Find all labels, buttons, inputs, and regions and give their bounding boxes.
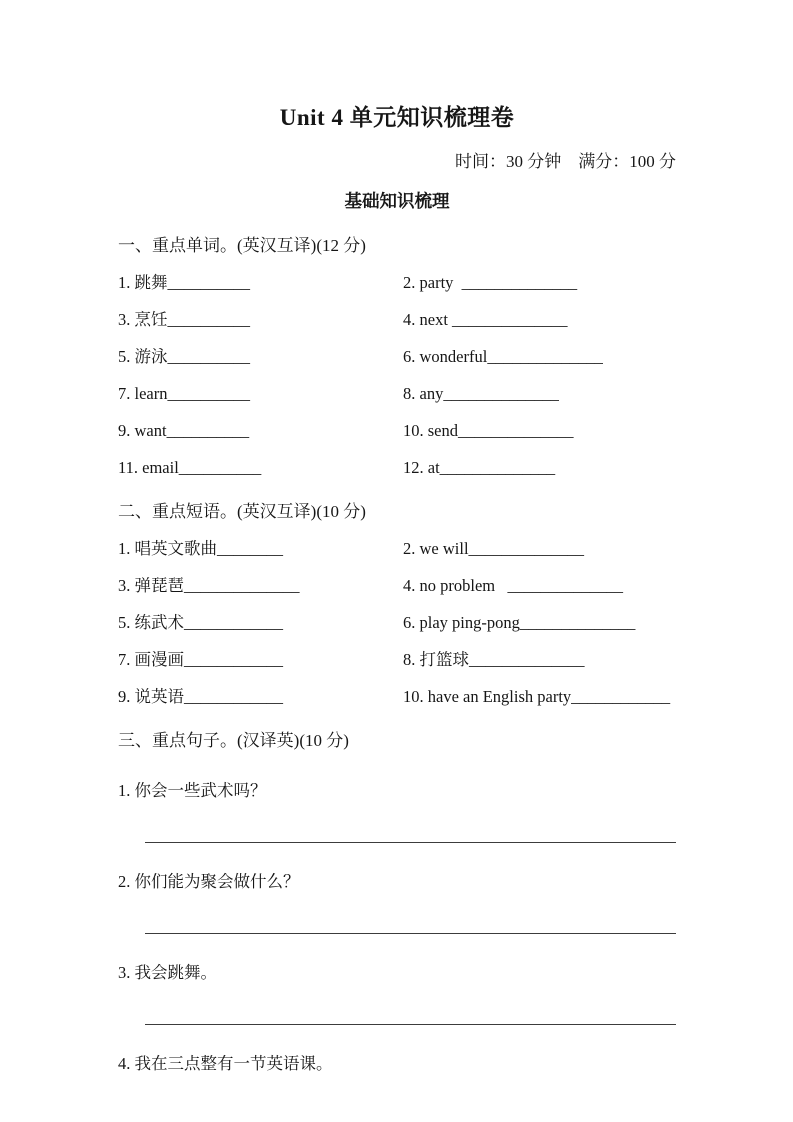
fill-blank-item: 3. 烹饪__________ [118, 310, 250, 329]
section-banner: 基础知识梳理 [344, 191, 450, 211]
section-key-sentences [118, 730, 676, 1075]
fill-blank-item: 5. 游泳__________ [118, 347, 250, 366]
fill-blank-item: 4. no problem ______________ [403, 576, 623, 595]
word-pair-row [118, 383, 676, 405]
fill-blank-item: 10. have an English party____________ [403, 687, 671, 706]
fill-blank-item: 4. next ______________ [403, 310, 568, 329]
fill-blank-item: 10. send______________ [403, 421, 574, 440]
fill-blank-item: 1. 跳舞__________ [118, 273, 250, 292]
section-key-words [118, 235, 676, 479]
section-heading: 一、重点单词。(英汉互译)(12 分) [118, 236, 366, 255]
fill-blank-item: 9. want__________ [118, 421, 250, 440]
sentence-item: 2. 你们能为聚会做什么？ [118, 872, 300, 891]
fill-blank-item: 5. 练武术____________ [118, 613, 283, 632]
sentence-item: 3. 我会跳舞。 [118, 963, 217, 982]
fill-blank-item: 2. party ______________ [403, 273, 578, 292]
sentence-item: 4. 我在三点整有一节英语课。 [118, 1054, 333, 1073]
word-pair-row [118, 309, 676, 331]
word-pair-row [118, 457, 676, 479]
fill-blank-item: 7. 画漫画____________ [118, 650, 283, 669]
section-heading: 三、重点句子。(汉译英)(10 分) [118, 731, 349, 750]
fill-blank-item: 11. email__________ [118, 458, 262, 477]
section-key-phrases [118, 501, 676, 708]
fill-blank-item: 2. we will______________ [403, 539, 585, 558]
fill-blank-item: 8. any______________ [403, 384, 559, 403]
fill-blank-item: 9. 说英语____________ [118, 687, 283, 706]
page-title: Unit 4 单元知识梳理卷 [279, 105, 515, 130]
sentence-item: 1. 你会一些武术吗？ [118, 781, 267, 800]
answer-line [145, 1024, 676, 1025]
section-heading: 二、重点短语。(英汉互译)(10 分) [118, 502, 366, 521]
fill-blank-item: 12. at______________ [403, 458, 556, 477]
word-pair-row [118, 346, 676, 368]
fill-blank-item: 6. play ping-pong______________ [403, 613, 636, 632]
fill-blank-item: 8. 打篮球______________ [403, 650, 585, 669]
phrase-pair-row [118, 575, 676, 597]
fill-blank-item: 6. wonderful______________ [403, 347, 603, 366]
answer-line [145, 842, 676, 843]
phrase-pair-row [118, 538, 676, 560]
fill-blank-item: 3. 弹琵琶______________ [118, 576, 300, 595]
word-pair-row [118, 272, 676, 294]
exam-meta: 时间：30 分钟 满分：100 分 [455, 152, 676, 171]
phrase-pair-row [118, 612, 676, 634]
word-pair-row [118, 420, 676, 442]
phrase-pair-row [118, 649, 676, 671]
fill-blank-item: 7. learn__________ [118, 384, 250, 403]
phrase-pair-row [118, 686, 676, 708]
answer-line [145, 933, 676, 934]
fill-blank-item: 1. 唱英文歌曲________ [118, 539, 283, 558]
